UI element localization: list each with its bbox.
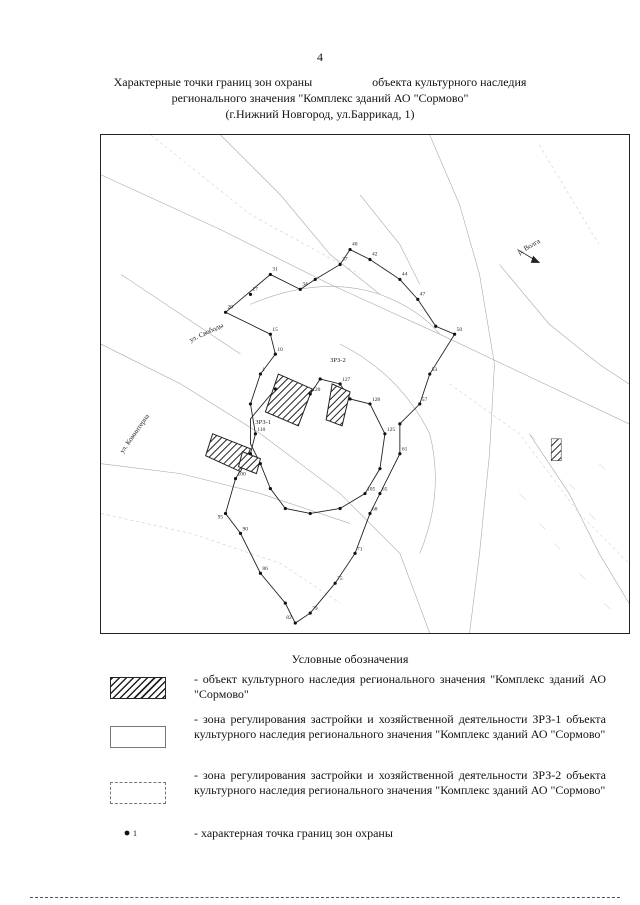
title-line-1: [0, 74, 640, 90]
svg-text:15: 15: [272, 327, 278, 334]
svg-text:79: 79: [312, 606, 318, 613]
street-label-kominterna: ул. Коминтерна: [118, 412, 152, 455]
legend-text-heritage: - объект культурного наследия регионального значения "Комплекс зданий АО "Сормово": [194, 672, 606, 701]
svg-text:125: 125: [386, 426, 396, 433]
bottom-rule: [30, 897, 620, 898]
svg-text:68: 68: [371, 506, 378, 513]
document-title: [0, 74, 640, 122]
legend-text-point: - характерная точка границ зон охраны: [194, 826, 393, 840]
street-label-svobody: ул. Свободы: [188, 321, 225, 344]
title-line-1-right: объекта культурного наследия: [372, 75, 527, 89]
legend-swatch-zrz-1: [110, 726, 166, 748]
svg-text:82: 82: [286, 615, 292, 622]
svg-text:105: 105: [366, 486, 376, 493]
river-label-volga: р. Волга: [516, 237, 542, 257]
svg-text:65: 65: [381, 486, 388, 493]
svg-text:47: 47: [419, 291, 426, 298]
svg-text:31: 31: [272, 266, 278, 273]
svg-text:1: 1: [262, 367, 266, 374]
legend-swatch-zrz-2: [110, 782, 166, 804]
svg-text:100: 100: [237, 471, 246, 478]
title-line-3: (г.Нижний Новгород, ул.Баррикад, 1): [225, 107, 415, 121]
svg-text:37: 37: [342, 256, 348, 263]
svg-text:10: 10: [277, 347, 283, 354]
svg-text:127: 127: [342, 377, 351, 384]
svg-text:86: 86: [262, 566, 268, 573]
svg-text:1: 1: [133, 829, 137, 838]
point-number-labels: [218, 242, 463, 622]
point-marker-icon: [125, 831, 130, 836]
svg-text:71: 71: [357, 546, 363, 553]
riverbank-texture: [519, 434, 610, 609]
svg-text:75: 75: [337, 576, 343, 583]
dashed-boundaries: [101, 135, 629, 603]
protection-zone-map: [100, 134, 630, 634]
svg-text:50: 50: [456, 327, 463, 334]
legend-text-zrz-1: - зона регулирования застройки и хозяйственной деятельности ЗРЗ-1 объекта культурного наследия регионального значения "Комплекс зданий АО "Сормово": [194, 712, 606, 741]
svg-text:90: 90: [242, 526, 248, 533]
legend-swatch-heritage: [110, 677, 166, 699]
svg-text:128: 128: [371, 396, 381, 403]
svg-text:40: 40: [352, 241, 358, 248]
svg-text:34: 34: [302, 281, 308, 288]
legend-swatch-point: [124, 826, 138, 840]
svg-text:53: 53: [431, 367, 438, 374]
legend-title: Условные обозначения: [291, 652, 409, 666]
svg-text:20: 20: [227, 304, 234, 311]
pier-marker: [551, 439, 561, 461]
map-canvas: [101, 135, 629, 633]
svg-text:57: 57: [421, 396, 428, 403]
title-line-2: регионального значения "Комплекс зданий АО "Сормово": [171, 91, 469, 105]
title-line-1-left: Характерные точки границ зон охраны: [113, 75, 313, 89]
heritage-buildings: [206, 374, 350, 474]
svg-text:110: 110: [257, 426, 266, 433]
svg-text:120: 120: [312, 386, 321, 393]
svg-text:42: 42: [371, 251, 378, 258]
zone-label-zrz-2: ЗРЗ-2: [330, 357, 346, 365]
svg-text:61: 61: [401, 446, 408, 453]
page-number: 4: [317, 50, 323, 64]
svg-text:27: 27: [252, 286, 258, 293]
cadastral-lines: [101, 135, 629, 633]
legend-text-zrz-2: - зона регулирования застройки и хозяйственной деятельности ЗРЗ-2 объекта культурного наследия регионального значения "Комплекс зданий АО "Сормово": [194, 768, 606, 797]
svg-text:95: 95: [217, 514, 224, 521]
zone-label-zrz-1: ЗРЗ-1: [255, 418, 271, 426]
svg-text:44: 44: [401, 271, 408, 278]
zrz-2-boundary: [226, 250, 455, 624]
